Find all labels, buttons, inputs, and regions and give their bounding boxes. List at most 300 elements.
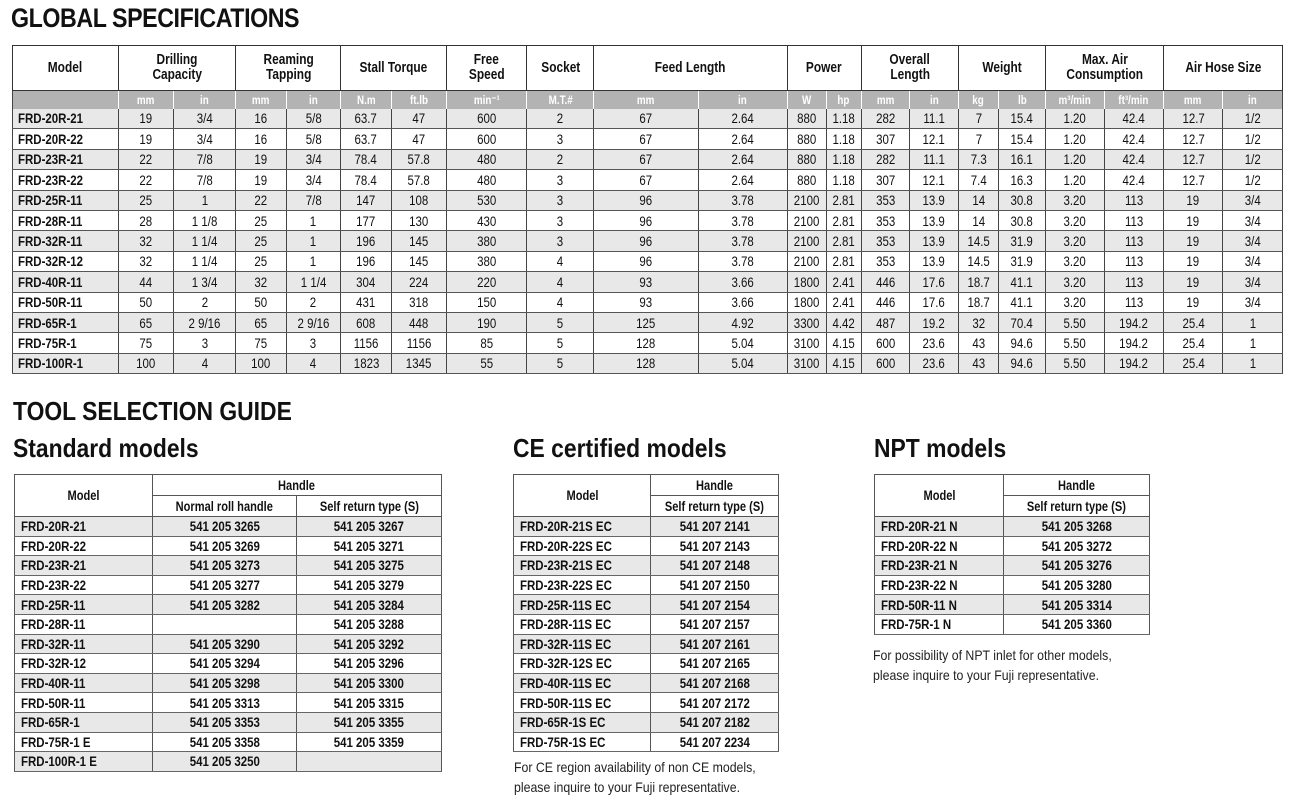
header-free-speed: Free Speed: [446, 46, 527, 91]
value-cell: 3.20: [1046, 292, 1104, 312]
value-cell: 30.8: [998, 190, 1045, 210]
value-cell: 57.8: [392, 170, 446, 190]
part-number-cell: 541 205 3272: [1004, 536, 1150, 556]
value-cell: 7.3: [958, 149, 998, 169]
model-cell: FRD-32R-12: [15, 654, 153, 674]
part-number-cell: 541 205 3355: [297, 712, 442, 732]
value-cell: 318: [392, 292, 446, 312]
table-row: [15, 693, 442, 713]
header-model: Model: [15, 475, 153, 517]
value-cell: 19: [1163, 272, 1222, 292]
part-number-cell: 541 205 3314: [1004, 595, 1150, 615]
value-cell: 2.81: [826, 210, 861, 230]
value-cell: 96: [594, 210, 699, 230]
value-cell: 108: [392, 190, 446, 210]
value-cell: 5.50: [1046, 312, 1104, 332]
value-cell: 2100: [787, 251, 826, 271]
value-cell: 75: [236, 333, 286, 353]
value-cell: 32: [118, 251, 173, 271]
value-cell: 32: [958, 312, 998, 332]
part-number-cell: 541 207 2157: [651, 614, 779, 634]
value-cell: 4.15: [826, 333, 861, 353]
header-feed-length: Feed Length: [594, 46, 788, 91]
value-cell: 3/4: [1223, 231, 1283, 251]
value-cell: 7.4: [958, 170, 998, 190]
part-number-cell: 541 205 3358: [152, 732, 297, 752]
value-cell: 85: [446, 333, 527, 353]
model-cell: FRD-28R-11S EC: [514, 614, 651, 634]
model-cell: FRD-75R-1 E: [15, 732, 153, 752]
header-normal-roll-handle: Normal roll handle: [152, 496, 297, 517]
value-cell: 94.6: [998, 333, 1045, 353]
value-cell: 7: [958, 129, 998, 149]
table-row: [514, 556, 779, 576]
table-row: [15, 634, 442, 654]
part-number-cell: 541 205 3298: [152, 673, 297, 693]
model-cell: FRD-23R-22: [15, 575, 153, 595]
value-cell: 282: [861, 109, 909, 129]
value-cell: 2.64: [698, 149, 787, 169]
value-cell: 7/8: [286, 190, 340, 210]
value-cell: 113: [1104, 210, 1163, 230]
part-number-cell: 541 207 2165: [651, 654, 779, 674]
value-cell: 1800: [787, 272, 826, 292]
value-cell: 880: [787, 129, 826, 149]
part-number-cell: 541 205 3294: [152, 654, 297, 674]
value-cell: 4.15: [826, 353, 861, 373]
ce-availability-note: [514, 757, 756, 797]
value-cell: 1800: [787, 292, 826, 312]
value-cell: 2.64: [698, 109, 787, 129]
spec-row: [13, 353, 1283, 373]
standard-models-table: [14, 474, 442, 772]
header-handle: Handle: [1004, 475, 1150, 496]
part-number-cell: 541 207 2234: [651, 732, 779, 752]
value-cell: 380: [446, 251, 527, 271]
value-cell: 96: [594, 190, 699, 210]
value-cell: 78.4: [340, 149, 391, 169]
value-cell: 43: [958, 353, 998, 373]
value-cell: 3/4: [173, 109, 236, 129]
unit-cell: in: [173, 91, 236, 109]
value-cell: 12.1: [909, 129, 958, 149]
model-cell: FRD-100R-1: [13, 353, 119, 373]
value-cell: 3100: [787, 333, 826, 353]
table-row: [15, 712, 442, 732]
table-row: [514, 634, 779, 654]
value-cell: 353: [861, 210, 909, 230]
value-cell: 42.4: [1104, 129, 1163, 149]
value-cell: 13.9: [909, 210, 958, 230]
value-cell: 1345: [392, 353, 446, 373]
value-cell: 44: [118, 272, 173, 292]
model-cell: FRD-32R-12: [13, 251, 119, 271]
part-number-cell: 541 207 2141: [651, 517, 779, 537]
value-cell: 12.7: [1163, 109, 1222, 129]
note-line: For possibility of NPT inlet for other models,: [873, 647, 1112, 663]
value-cell: 3: [527, 210, 594, 230]
value-cell: 304: [340, 272, 391, 292]
value-cell: 431: [340, 292, 391, 312]
model-cell: FRD-20R-22: [13, 129, 119, 149]
specifications-table: [12, 45, 1283, 374]
table-row: [15, 517, 442, 537]
value-cell: 5.50: [1046, 333, 1104, 353]
value-cell: 96: [594, 251, 699, 271]
value-cell: 22: [236, 190, 286, 210]
part-number-cell: [152, 614, 297, 634]
value-cell: 113: [1104, 231, 1163, 251]
model-cell: FRD-40R-11: [13, 272, 119, 292]
model-cell: FRD-23R-21 N: [875, 556, 1004, 576]
value-cell: 3: [527, 170, 594, 190]
value-cell: 1: [1223, 312, 1283, 332]
model-cell: FRD-32R-11: [13, 231, 119, 251]
table-row: [15, 732, 442, 752]
value-cell: 13.9: [909, 190, 958, 210]
value-cell: 190: [446, 312, 527, 332]
value-cell: 3.78: [698, 190, 787, 210]
value-cell: 2.64: [698, 170, 787, 190]
value-cell: 25: [236, 251, 286, 271]
npt-models-table: [874, 474, 1150, 635]
value-cell: 1.18: [826, 109, 861, 129]
model-cell: FRD-40R-11: [15, 673, 153, 693]
part-number-cell: 541 205 3288: [297, 614, 442, 634]
header-handle: Handle: [152, 475, 441, 496]
value-cell: 3.78: [698, 210, 787, 230]
table-row: [15, 673, 442, 693]
model-cell: FRD-20R-21 N: [875, 517, 1004, 537]
value-cell: 12.7: [1163, 149, 1222, 169]
value-cell: 5: [527, 312, 594, 332]
spec-row: [13, 251, 1283, 271]
header-max-air-consumption: Max. Air Consumption: [1046, 46, 1164, 91]
header-stall-torque: Stall Torque: [340, 46, 446, 91]
value-cell: 42.4: [1104, 170, 1163, 190]
value-cell: 1 1/4: [173, 251, 236, 271]
model-cell: FRD-65R-1S EC: [514, 712, 651, 732]
value-cell: 600: [861, 353, 909, 373]
value-cell: 2100: [787, 210, 826, 230]
model-cell: FRD-23R-21S EC: [514, 556, 651, 576]
value-cell: 57.8: [392, 149, 446, 169]
value-cell: 23.6: [909, 333, 958, 353]
value-cell: 13.9: [909, 251, 958, 271]
value-cell: 13.9: [909, 231, 958, 251]
value-cell: 17.6: [909, 272, 958, 292]
value-cell: 145: [392, 231, 446, 251]
value-cell: 16.1: [998, 149, 1045, 169]
model-cell: FRD-23R-22 N: [875, 575, 1004, 595]
part-number-cell: 541 207 2143: [651, 536, 779, 556]
unit-cell: in: [1223, 91, 1283, 109]
value-cell: 30.8: [998, 210, 1045, 230]
table-row: [875, 575, 1150, 595]
value-cell: 93: [594, 292, 699, 312]
value-cell: 113: [1104, 251, 1163, 271]
model-cell: FRD-20R-22S EC: [514, 536, 651, 556]
value-cell: 14.5: [958, 231, 998, 251]
table-row: [15, 575, 442, 595]
model-cell: FRD-20R-21S EC: [514, 517, 651, 537]
value-cell: 16: [236, 129, 286, 149]
model-cell: FRD-100R-1 E: [15, 752, 153, 772]
value-cell: 1 1/8: [173, 210, 236, 230]
value-cell: 307: [861, 129, 909, 149]
value-cell: 130: [392, 210, 446, 230]
part-number-cell: 541 205 3277: [152, 575, 297, 595]
value-cell: 100: [118, 353, 173, 373]
value-cell: 11.1: [909, 109, 958, 129]
value-cell: 25: [236, 210, 286, 230]
model-cell: FRD-40R-11S EC: [514, 673, 651, 693]
part-number-cell: 541 205 3313: [152, 693, 297, 713]
part-number-cell: 541 205 3273: [152, 556, 297, 576]
value-cell: 12.1: [909, 170, 958, 190]
table-row: [875, 556, 1150, 576]
value-cell: 18.7: [958, 272, 998, 292]
unit-cell: mm: [1163, 91, 1222, 109]
value-cell: 42.4: [1104, 109, 1163, 129]
model-cell: FRD-25R-11: [15, 595, 153, 615]
model-cell: FRD-23R-21: [13, 149, 119, 169]
value-cell: 7/8: [173, 149, 236, 169]
value-cell: 1 3/4: [173, 272, 236, 292]
value-cell: 194.2: [1104, 333, 1163, 353]
value-cell: 1156: [392, 333, 446, 353]
value-cell: 42.4: [1104, 149, 1163, 169]
value-cell: 5.04: [698, 333, 787, 353]
table-row: [514, 517, 779, 537]
value-cell: 128: [594, 353, 699, 373]
value-cell: 55: [446, 353, 527, 373]
header-weight: Weight: [958, 46, 1045, 91]
value-cell: 3.66: [698, 292, 787, 312]
value-cell: 41.1: [998, 292, 1045, 312]
value-cell: 194.2: [1104, 353, 1163, 373]
value-cell: 43: [958, 333, 998, 353]
value-cell: 3: [173, 333, 236, 353]
part-number-cell: 541 207 2172: [651, 693, 779, 713]
value-cell: 1: [286, 231, 340, 251]
part-number-cell: 541 205 3300: [297, 673, 442, 693]
value-cell: 4: [286, 353, 340, 373]
value-cell: 353: [861, 231, 909, 251]
value-cell: 530: [446, 190, 527, 210]
table-row: [15, 595, 442, 615]
table-row: [875, 595, 1150, 615]
model-cell: FRD-25R-11S EC: [514, 595, 651, 615]
unit-cell: ft³/min: [1104, 91, 1163, 109]
unit-cell: [13, 91, 119, 109]
value-cell: 1.20: [1046, 129, 1104, 149]
unit-cell: mm: [594, 91, 699, 109]
value-cell: 22: [118, 170, 173, 190]
value-cell: 1.20: [1046, 149, 1104, 169]
part-number-cell: 541 205 3268: [1004, 517, 1150, 537]
part-number-cell: 541 205 3284: [297, 595, 442, 615]
unit-cell: M.T.#: [527, 91, 594, 109]
section-title-tool-selection: TOOL SELECTION GUIDE: [13, 396, 292, 426]
value-cell: 47: [392, 109, 446, 129]
spec-row: [13, 312, 1283, 332]
value-cell: 2.81: [826, 231, 861, 251]
header-overall-length: Overall Length: [861, 46, 958, 91]
value-cell: 1.20: [1046, 170, 1104, 190]
value-cell: 3.20: [1046, 272, 1104, 292]
value-cell: 3.78: [698, 251, 787, 271]
header-drilling-capacity: Drilling Capacity: [118, 46, 236, 91]
part-number-cell: 541 205 3296: [297, 654, 442, 674]
value-cell: 65: [236, 312, 286, 332]
value-cell: 28: [118, 210, 173, 230]
value-cell: 41.1: [998, 272, 1045, 292]
model-cell: FRD-20R-22: [15, 536, 153, 556]
part-number-cell: 541 205 3353: [152, 712, 297, 732]
value-cell: 2: [527, 109, 594, 129]
spec-row: [13, 129, 1283, 149]
table-row: [514, 575, 779, 595]
spec-row: [13, 109, 1283, 129]
value-cell: 19: [1163, 231, 1222, 251]
value-cell: 12.7: [1163, 129, 1222, 149]
value-cell: 32: [236, 272, 286, 292]
model-cell: FRD-20R-21: [15, 517, 153, 537]
value-cell: 4: [173, 353, 236, 373]
value-cell: 1: [286, 251, 340, 271]
value-cell: 480: [446, 149, 527, 169]
model-cell: FRD-50R-11 N: [875, 595, 1004, 615]
value-cell: 67: [594, 170, 699, 190]
part-number-cell: 541 205 3292: [297, 634, 442, 654]
units-row: [13, 91, 1283, 109]
value-cell: 19: [236, 170, 286, 190]
value-cell: 430: [446, 210, 527, 230]
header-reaming-tapping: Reaming Tapping: [236, 46, 341, 91]
value-cell: 11.1: [909, 149, 958, 169]
value-cell: 3.20: [1046, 231, 1104, 251]
value-cell: 50: [236, 292, 286, 312]
table-row: [15, 654, 442, 674]
value-cell: 353: [861, 190, 909, 210]
value-cell: 3: [527, 129, 594, 149]
value-cell: 4.42: [826, 312, 861, 332]
value-cell: 1.18: [826, 149, 861, 169]
value-cell: 1: [173, 190, 236, 210]
npt-inlet-note: [873, 645, 1112, 685]
value-cell: 446: [861, 272, 909, 292]
value-cell: 600: [446, 129, 527, 149]
value-cell: 2: [527, 149, 594, 169]
part-number-cell: 541 207 2161: [651, 634, 779, 654]
value-cell: 2.64: [698, 129, 787, 149]
unit-cell: hp: [826, 91, 861, 109]
part-number-cell: 541 205 3271: [297, 536, 442, 556]
value-cell: 3.66: [698, 272, 787, 292]
part-number-cell: 541 205 3280: [1004, 575, 1150, 595]
value-cell: 25.4: [1163, 312, 1222, 332]
table-row: [514, 595, 779, 615]
value-cell: 7/8: [173, 170, 236, 190]
value-cell: 2: [173, 292, 236, 312]
value-cell: 19: [1163, 210, 1222, 230]
value-cell: 12.7: [1163, 170, 1222, 190]
model-cell: FRD-50R-11: [15, 693, 153, 713]
model-cell: FRD-75R-1: [13, 333, 119, 353]
value-cell: 128: [594, 333, 699, 353]
model-cell: FRD-32R-11: [15, 634, 153, 654]
header-self-return-type: Self return type (S): [1004, 496, 1150, 517]
value-cell: 150: [446, 292, 527, 312]
table-row: [15, 556, 442, 576]
value-cell: 2 9/16: [173, 312, 236, 332]
part-number-cell: 541 207 2148: [651, 556, 779, 576]
model-cell: FRD-65R-1: [13, 312, 119, 332]
value-cell: 380: [446, 231, 527, 251]
unit-cell: in: [698, 91, 787, 109]
value-cell: 2.81: [826, 190, 861, 210]
model-cell: FRD-23R-22S EC: [514, 575, 651, 595]
value-cell: 3.20: [1046, 251, 1104, 271]
unit-cell: W: [787, 91, 826, 109]
part-number-cell: 541 205 3360: [1004, 614, 1150, 634]
table-row: [514, 693, 779, 713]
header-power: Power: [787, 46, 861, 91]
model-cell: FRD-20R-21: [13, 109, 119, 129]
part-number-cell: 541 205 3250: [152, 752, 297, 772]
value-cell: 4: [527, 292, 594, 312]
value-cell: 353: [861, 251, 909, 271]
part-number-cell: 541 205 3275: [297, 556, 442, 576]
value-cell: 15.4: [998, 109, 1045, 129]
value-cell: 2100: [787, 190, 826, 210]
value-cell: 1/2: [1223, 170, 1283, 190]
value-cell: 7: [958, 109, 998, 129]
value-cell: 2: [286, 292, 340, 312]
value-cell: 31.9: [998, 251, 1045, 271]
value-cell: 5.50: [1046, 353, 1104, 373]
value-cell: 145: [392, 251, 446, 271]
value-cell: 1.20: [1046, 109, 1104, 129]
value-cell: 448: [392, 312, 446, 332]
model-cell: FRD-25R-11: [13, 190, 119, 210]
value-cell: 19: [236, 149, 286, 169]
value-cell: 5.04: [698, 353, 787, 373]
header-self-return-type: Self return type (S): [651, 496, 779, 517]
part-number-cell: 541 205 3265: [152, 517, 297, 537]
value-cell: 113: [1104, 292, 1163, 312]
value-cell: 14: [958, 210, 998, 230]
value-cell: 70.4: [998, 312, 1045, 332]
value-cell: 25: [118, 190, 173, 210]
value-cell: 78.4: [340, 170, 391, 190]
value-cell: 3/4: [1223, 272, 1283, 292]
table-row: [514, 732, 779, 752]
value-cell: 125: [594, 312, 699, 332]
part-number-cell: 541 205 3282: [152, 595, 297, 615]
value-cell: 3.78: [698, 231, 787, 251]
value-cell: 19.2: [909, 312, 958, 332]
value-cell: 25: [236, 231, 286, 251]
value-cell: 3/4: [1223, 210, 1283, 230]
model-cell: FRD-23R-21: [15, 556, 153, 576]
model-cell: FRD-50R-11: [13, 292, 119, 312]
value-cell: 67: [594, 129, 699, 149]
subtitle-standard-models: Standard models: [13, 433, 199, 463]
value-cell: 3: [527, 190, 594, 210]
value-cell: 3/4: [286, 170, 340, 190]
